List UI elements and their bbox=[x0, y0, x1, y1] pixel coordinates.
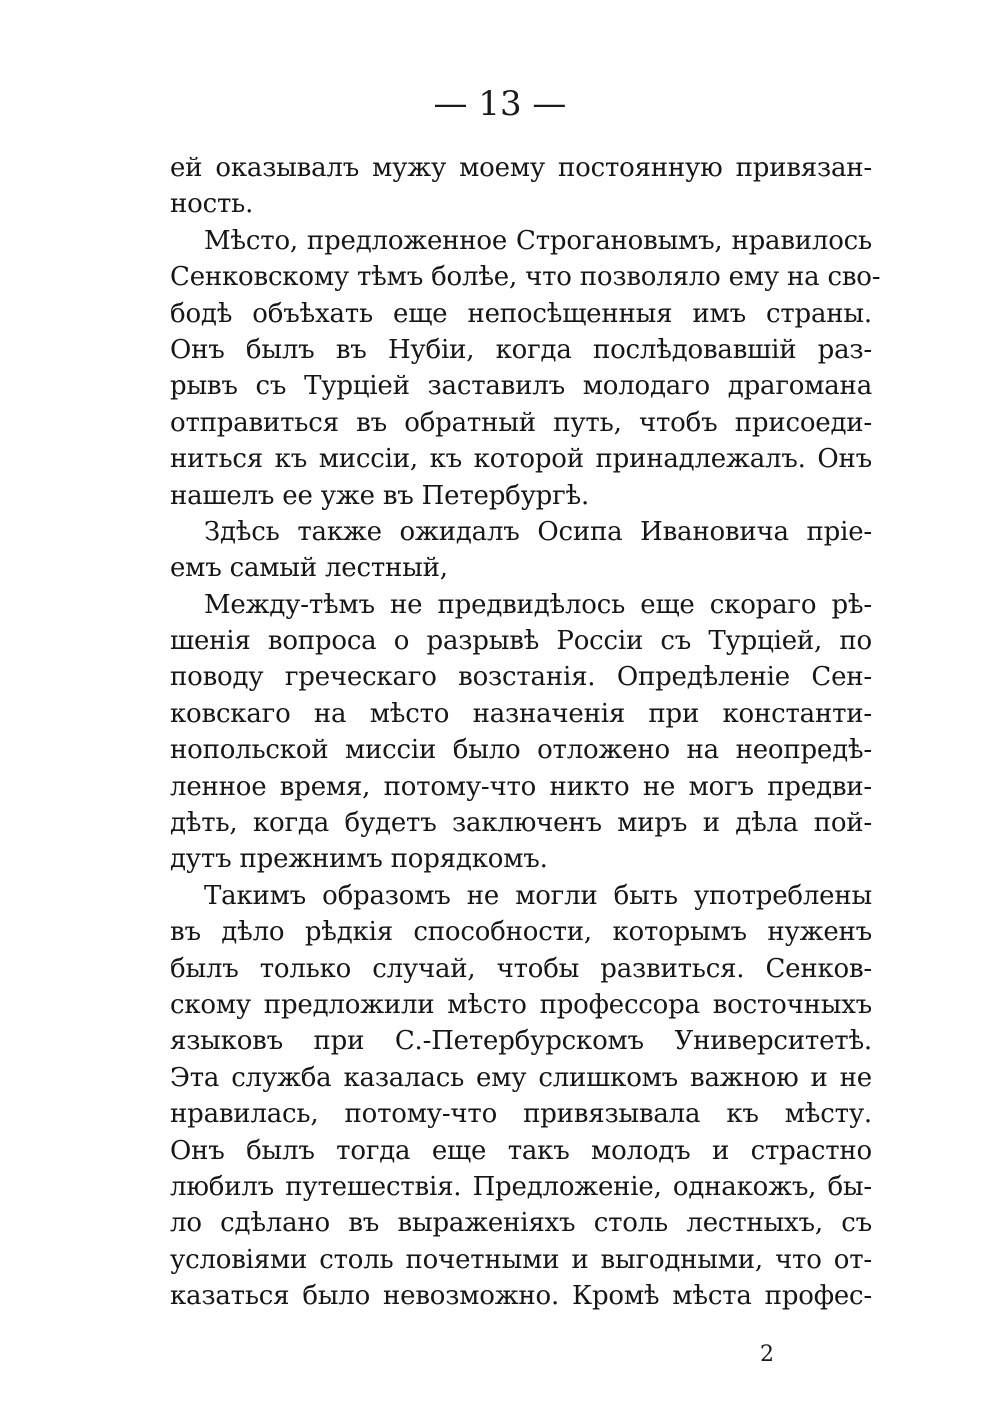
text-line: Такимъ образомъ не могли быть употреблены bbox=[204, 880, 872, 911]
text-line: условіями столь почетными и выгодными, что от- bbox=[170, 1244, 872, 1275]
text-line: скому предложили мѣсто профессора восточныхъ bbox=[170, 989, 872, 1020]
text-line: Мѣсто, предложенное Строгановымъ, нравилось bbox=[204, 225, 872, 256]
text-line: Онъ былъ въ Нубіи, когда послѣдовавшій раз- bbox=[170, 334, 872, 365]
page-number-header: — 13 — bbox=[433, 84, 567, 124]
text-line: любилъ путешествія. Предложеніе, однакожъ, бы- bbox=[170, 1171, 872, 1202]
text-line: языковъ при С.-Петербурскомъ Университетѣ. bbox=[170, 1026, 872, 1057]
text-line: нашелъ ее уже въ Петербургѣ. bbox=[170, 480, 590, 511]
text-line: шенія вопроса о разрывѣ Россіи съ Турціей, по bbox=[170, 626, 872, 657]
text-line: отправиться въ обратный путь, чтобъ присоеди- bbox=[170, 407, 872, 438]
text-line: въ дѣло рѣдкія способности, которымъ нуженъ bbox=[170, 917, 872, 948]
text-line: казаться было невозможно. Кромѣ мѣста профес- bbox=[170, 1281, 872, 1312]
text-line: ло сдѣлано въ выраженіяхъ столь лестныхъ, съ bbox=[170, 1208, 872, 1239]
signature-mark: 2 bbox=[760, 1342, 774, 1367]
text-line: ковскаго на мѣсто назначенія при константи- bbox=[170, 698, 872, 729]
text-line: рывъ съ Турціей заставилъ молодаго драгомана bbox=[170, 371, 872, 402]
text-line: Сенковскому тѣмъ болѣе, что позволяло ему на сво- bbox=[170, 262, 881, 293]
text-line: ленное время, потому-что никто не могъ предви- bbox=[170, 771, 872, 802]
text-line: нравилась, потому-что привязывала къ мѣсту. bbox=[170, 1099, 872, 1130]
text-line: дѣть, когда будетъ заключенъ миръ и дѣла пой- bbox=[170, 808, 872, 839]
text-line: емъ самый лестный, bbox=[170, 553, 448, 584]
text-line: Здѣсь также ожидалъ Осипа Ивановича пріе- bbox=[204, 516, 872, 547]
text-line: ниться къ миссіи, къ которой принадлежалъ. Онъ bbox=[170, 444, 872, 475]
text-line: дутъ прежнимъ порядкомъ. bbox=[170, 844, 548, 875]
text-line: бодѣ объѣхать еще непосѣщенныя имъ страны. bbox=[170, 298, 872, 329]
text-line: ей оказывалъ мужу моему постоянную привязан- bbox=[170, 153, 872, 183]
text-line: Онъ былъ тогда еще такъ молодъ и страстно bbox=[170, 1135, 872, 1166]
text-line: былъ только случай, чтобы развиться. Сенков- bbox=[170, 953, 872, 984]
body-text bbox=[170, 150, 881, 1315]
text-line: Между-тѣмъ не предвидѣлось еще скораго рѣ- bbox=[204, 589, 872, 620]
text-line: поводу греческаго возстанія. Опредѣленіе Сен- bbox=[170, 662, 872, 693]
text-line: Эта служба казалась ему слишкомъ важною и не bbox=[170, 1062, 872, 1093]
text-line: нопольской миссіи было отложено на неопредѣ- bbox=[170, 735, 872, 766]
text-line: ность. bbox=[170, 189, 254, 220]
